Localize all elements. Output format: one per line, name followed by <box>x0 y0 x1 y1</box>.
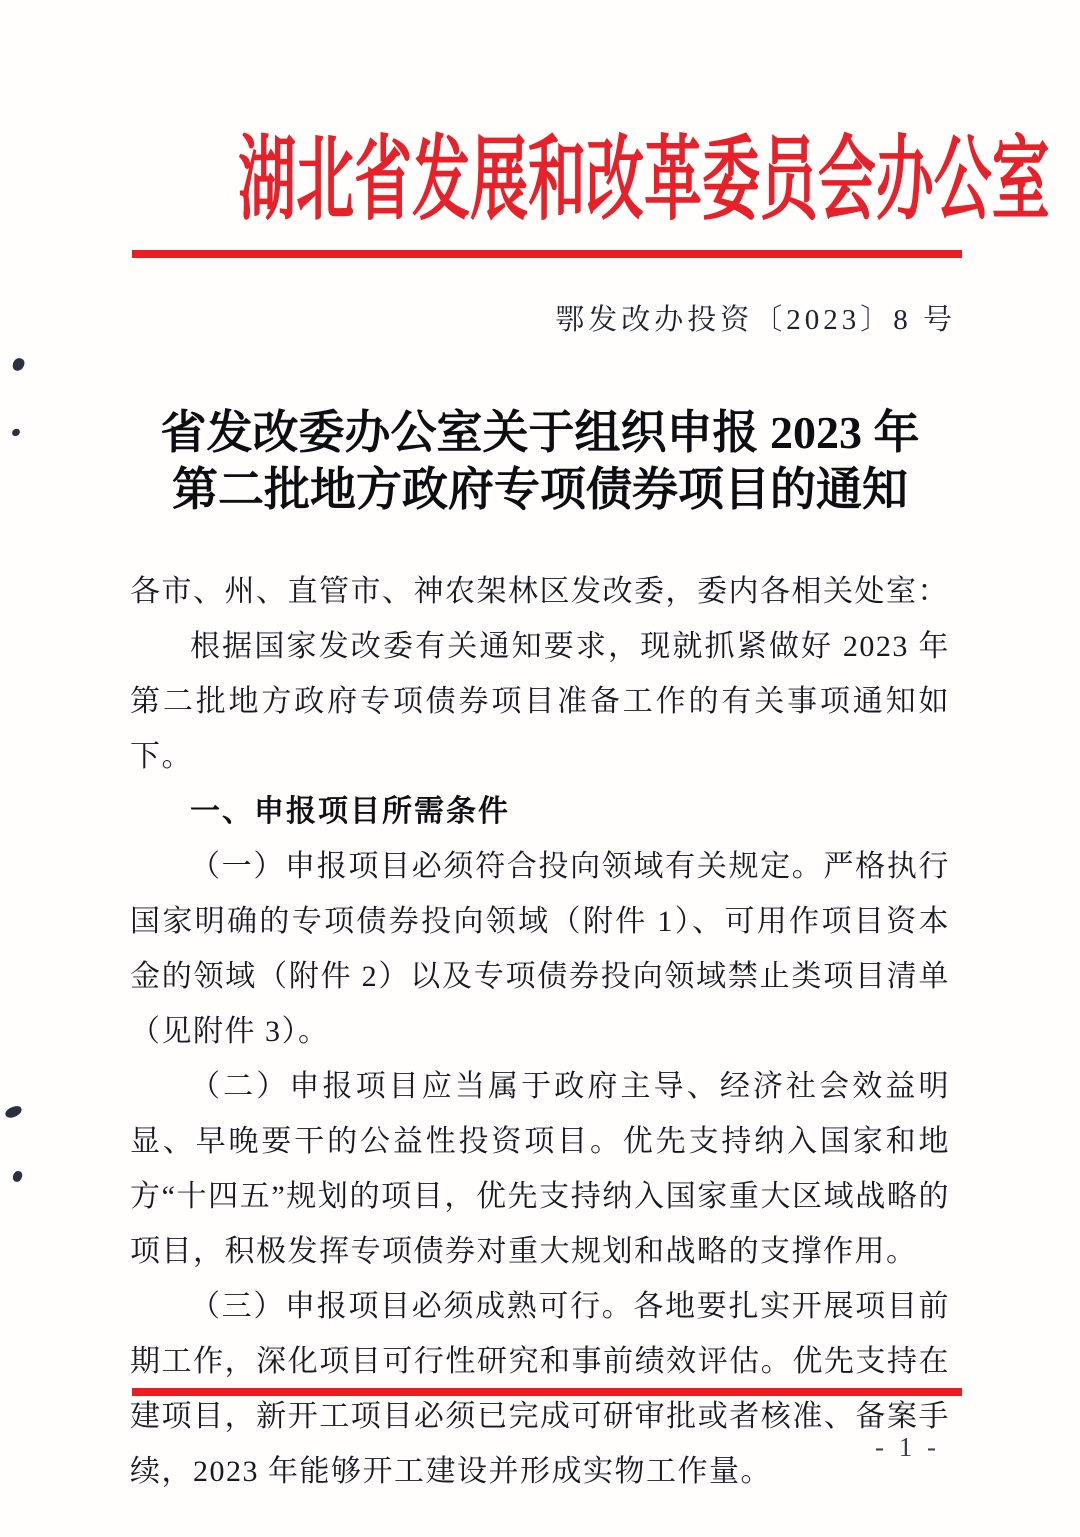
ink-speck <box>4 1105 23 1120</box>
ink-speck <box>11 357 25 373</box>
section-1-item-3: （三）申报项目必须成熟可行。各地要扎实开展项目前期工作，深化项目可行性研究和事前绩效评估。优先支持在建项目，新开工项目必须已完成可研审批或者核准、备案手续，2023 年能够开工建设并形成实物工作量。 <box>130 1290 950 1488</box>
section-1-item-1: （一）申报项目必须符合投向领域有关规定。严格执行国家明确的专项债券投向领域（附件 1）、可用作项目资本金的领域（附件 2）以及专项债券投向领域禁止类项目清单（见附件 3）。 <box>130 850 950 1048</box>
document-body <box>130 564 950 1499</box>
intro-paragraph: 根据国家发改委有关通知要求，现就抓紧做好 2023 年第二批地方政府专项债券项目准备工作的有关事项通知如下。 <box>130 630 950 773</box>
footer-red-rule <box>132 1388 962 1396</box>
section-1-item-2: （二）申报项目应当属于政府主导、经济社会效益明显、早晚要干的公益性投资项目。优先支持纳入国家和地方“十四五”规划的项目，优先支持纳入国家重大区域战略的项目，积极发挥专项债券对重大规划和战略的支撑作用。 <box>130 1070 950 1268</box>
document-title <box>0 404 1080 518</box>
ink-speck <box>12 1170 23 1182</box>
letterhead-agency-title: 湖北省发展和改革委员会办公室 <box>238 129 1050 231</box>
document-title-line-1: 省发改委办公室关于组织申报 2023 年 <box>160 407 920 458</box>
document-title-line-2: 第二批地方政府专项债券项目的通知 <box>172 464 908 515</box>
salutation-line: 各市、州、直管市、神农架林区发改委，委内各相关处室： <box>130 575 949 608</box>
section-1-heading: 一、申报项目所需条件 <box>190 795 510 828</box>
letterhead <box>0 122 1080 265</box>
document-reference-number: 鄂发改办投资〔2023〕8 号 <box>555 304 956 336</box>
page-number: - 1 - <box>875 1432 940 1462</box>
letterhead-red-rule <box>132 250 962 258</box>
